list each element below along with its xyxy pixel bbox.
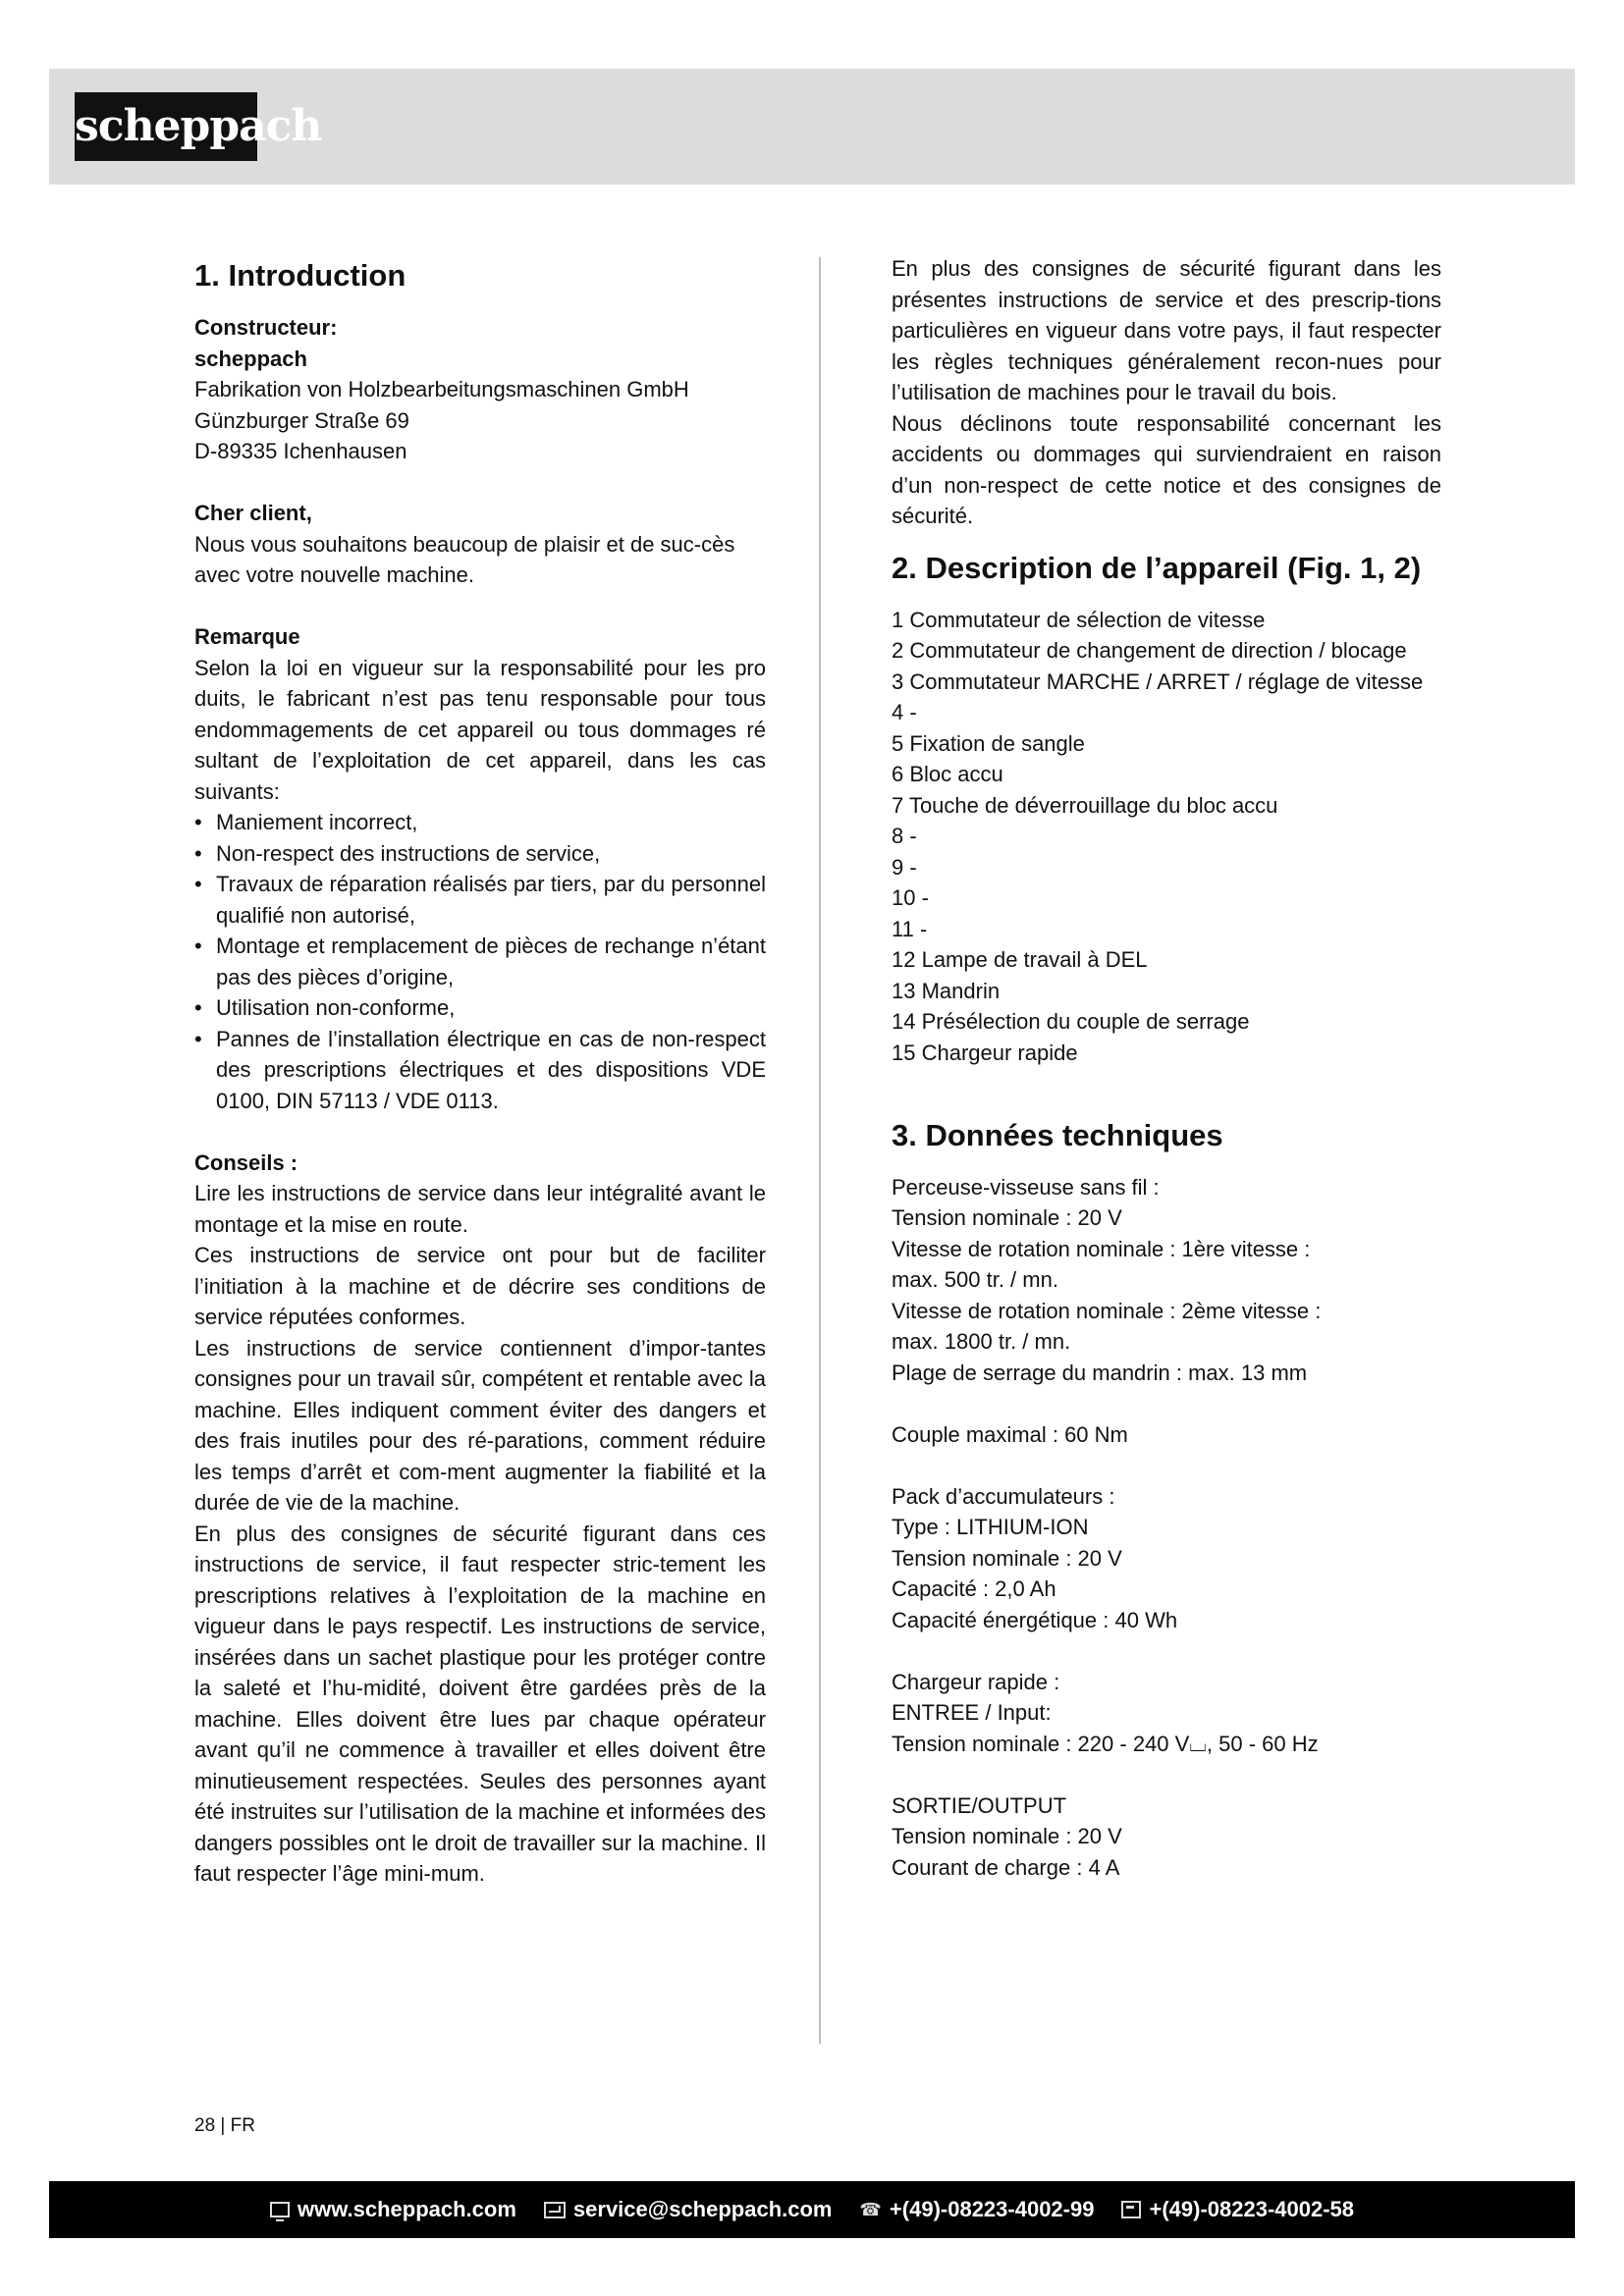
tech-line: Capacité énergétique : 40 Wh <box>892 1607 1178 1632</box>
column-divider <box>819 257 821 2044</box>
section-title-technical-data: 3. Données techniques <box>892 1117 1223 1152</box>
tech-line: SORTIE/OUTPUT <box>892 1792 1067 1818</box>
tech-line: Couple maximal : 60 Nm <box>892 1421 1128 1447</box>
description-item: 14 Présélection du couple de serrage <box>892 1009 1250 1034</box>
tech-line: Tension nominale : 220 - 240 V⌴, 50 - 60 Hz <box>892 1731 1319 1756</box>
dear-customer-label: Cher client, <box>194 501 312 525</box>
page-number: 28 | FR <box>194 2115 255 2136</box>
email-text: service@scheppach.com <box>572 2197 833 2221</box>
advice-paragraph: En plus des consignes de sécurité figurant dans ces instructions de service, il faut respecter stric-tement les prescriptions relatives à l’exploitation de la machine en vigueur dans le pays respectif. Les instructions de service, insérées dans un sachet plastique pour les protéger contre la saleté et l’hu-midité, doivent être gardées près de la machine. Elles doivent être lues par chaque opérateur avant qu’il ne commence à travailler et elles doivent être minutieusement respectées. Seules des personnes ayant été instruites sur l’utilisation de la machine et informées des dangers possibles ont le droit de travailler sur la machine. Il faut respecter l’âge mini-mum. <box>194 1521 766 1886</box>
tech-line: Chargeur rapide : <box>892 1669 1060 1694</box>
phone-icon: ☎ <box>859 2199 882 2219</box>
remark-text: Selon la loi en vigueur sur la responsabilité pour les pro duits, le fabricant n’est pas tenu responsable pour tous endommagements de cet appareil ou tous dommages ré sultant de l’exploitation de cet appareil, dans les cas suivants: <box>194 655 766 804</box>
tech-line: Tension nominale : 20 V <box>892 1205 1122 1230</box>
left-column <box>194 253 766 1890</box>
description-item: 11 - <box>892 916 928 941</box>
bullet-item: • Maniement incorrect, <box>194 807 766 838</box>
header-band <box>49 69 1575 185</box>
footer-fax[interactable] <box>1121 2197 1354 2222</box>
footer-email[interactable] <box>544 2197 833 2222</box>
right-column <box>892 253 1441 1883</box>
tech-line: Tension nominale : 20 V <box>892 1545 1122 1571</box>
tech-line: Capacité : 2,0 Ah <box>892 1576 1056 1601</box>
tech-line: ENTREE / Input: <box>892 1700 1052 1725</box>
bullet-item: • Travaux de réparation réalisés par tiers, par du personnel qualifié non autorisé, <box>194 869 766 931</box>
advice-paragraph: Lire les instructions de service dans leur intégralité avant le montage et la mise en route. <box>194 1181 766 1237</box>
tech-line: Vitesse de rotation nominale : 2ème vitesse : <box>892 1298 1322 1323</box>
tech-line: Perceuse-visseuse sans fil : <box>892 1174 1160 1200</box>
tech-line: Vitesse de rotation nominale : 1ère vitesse : <box>892 1236 1311 1261</box>
manufacturer-name: scheppach <box>194 346 307 371</box>
liability-paragraph: Nous déclinons toute responsabilité concernant les accidents ou dommages qui surviendraient en raison d’un non-respect de cette notice et des consignes de sécurité. <box>892 410 1441 528</box>
bullet-item: • Non-respect des instructions de service, <box>194 838 766 870</box>
scheppach-logo: scheppach <box>75 92 257 161</box>
fax-text: +(49)-08223-4002-58 <box>1149 2197 1355 2221</box>
monitor-icon <box>270 2202 290 2217</box>
manufacturer-line: Günzburger Straße 69 <box>194 407 409 433</box>
description-item: 2 Commutateur de changement de direction / blocage <box>892 638 1407 663</box>
advice-paragraph: Ces instructions de service ont pour but de faciliter l’initiation à la machine et de décrire ses conditions de service réputées conformes. <box>194 1243 766 1329</box>
tech-line: max. 500 tr. / mn. <box>892 1267 1058 1292</box>
section-title-description: 2. Description de l’appareil (Fig. 1, 2) <box>892 550 1422 585</box>
manufacturer-label: Constructeur: <box>194 315 338 340</box>
safety-paragraph: En plus des consignes de sécurité figurant dans les présentes instructions de service et des prescrip-tions particulières en vigueur dans votre pays, il faut respecter les règles techniques généralement recon-nues pour l’utilisation de machines pour le travail du bois. <box>892 256 1441 404</box>
footer-website[interactable] <box>270 2197 516 2222</box>
manufacturer-line: D-89335 Ichenhausen <box>194 439 407 463</box>
manufacturer-line: Fabrikation von Holzbearbeitungsmaschinen GmbH <box>194 377 689 401</box>
description-item: 5 Fixation de sangle <box>892 730 1085 756</box>
description-list <box>892 605 1441 1069</box>
section-title-introduction: 1. Introduction <box>194 258 406 293</box>
tech-line: Plage de serrage du mandrin : max. 13 mm <box>892 1360 1308 1385</box>
bullet-item: • Utilisation non-conforme, <box>194 992 766 1024</box>
footer-bar <box>49 2181 1575 2238</box>
phone-text: +(49)-08223-4002-99 <box>889 2197 1095 2221</box>
bullet-item: • Pannes de l’installation électrique en cas de non-respect des prescriptions électriques et des dispositions VDE 0100, DIN 57113 / VDE 0113. <box>194 1024 766 1117</box>
description-item: 8 - <box>892 824 917 848</box>
description-item: 7 Touche de déverrouillage du bloc accu <box>892 792 1278 818</box>
footer-phone[interactable] <box>860 2197 1095 2222</box>
tech-line: Type : LITHIUM-ION <box>892 1515 1089 1539</box>
advice-paragraph: Les instructions de service contiennent d’impor-tantes consignes pour un travail sûr, compétent et rentable avec la machine. Elles indiquent comment éviter des dangers et des frais inutiles pour des ré-parations, comment réduire les temps d’arrêt et com-ment augmenter la fiabilité et la durée de vie de la machine. <box>194 1335 766 1515</box>
tech-line: Pack d’accumulateurs : <box>892 1483 1115 1509</box>
remark-bullet-list <box>194 807 766 1116</box>
tech-line: max. 1800 tr. / mn. <box>892 1329 1071 1354</box>
tech-line: Courant de charge : 4 A <box>892 1854 1120 1880</box>
description-item: 1 Commutateur de sélection de vitesse <box>892 607 1266 632</box>
description-item: 12 Lampe de travail à DEL <box>892 947 1148 972</box>
description-item: 13 Mandrin <box>892 978 1001 1003</box>
bullet-item: • Montage et remplacement de pièces de rechange n’étant pas des pièces d’origine, <box>194 931 766 992</box>
website-text: www.scheppach.com <box>297 2197 516 2221</box>
description-item: 9 - <box>892 854 917 880</box>
fax-icon <box>1121 2201 1141 2218</box>
description-item: 15 Chargeur rapide <box>892 1040 1078 1065</box>
advice-label: Conseils : <box>194 1149 298 1175</box>
dear-customer-text: Nous vous souhaitons beaucoup de plaisir et de suc-cès avec votre nouvelle machine. <box>194 531 735 587</box>
description-item: 6 Bloc accu <box>892 762 1003 786</box>
description-item: 3 Commutateur MARCHE / ARRET / réglage de vitesse <box>892 668 1424 694</box>
description-item: 4 - <box>892 700 917 724</box>
description-item: 10 - <box>892 885 929 910</box>
mail-icon <box>544 2202 566 2218</box>
tech-line: Tension nominale : 20 V <box>892 1824 1122 1848</box>
remark-label: Remarque <box>194 624 300 649</box>
